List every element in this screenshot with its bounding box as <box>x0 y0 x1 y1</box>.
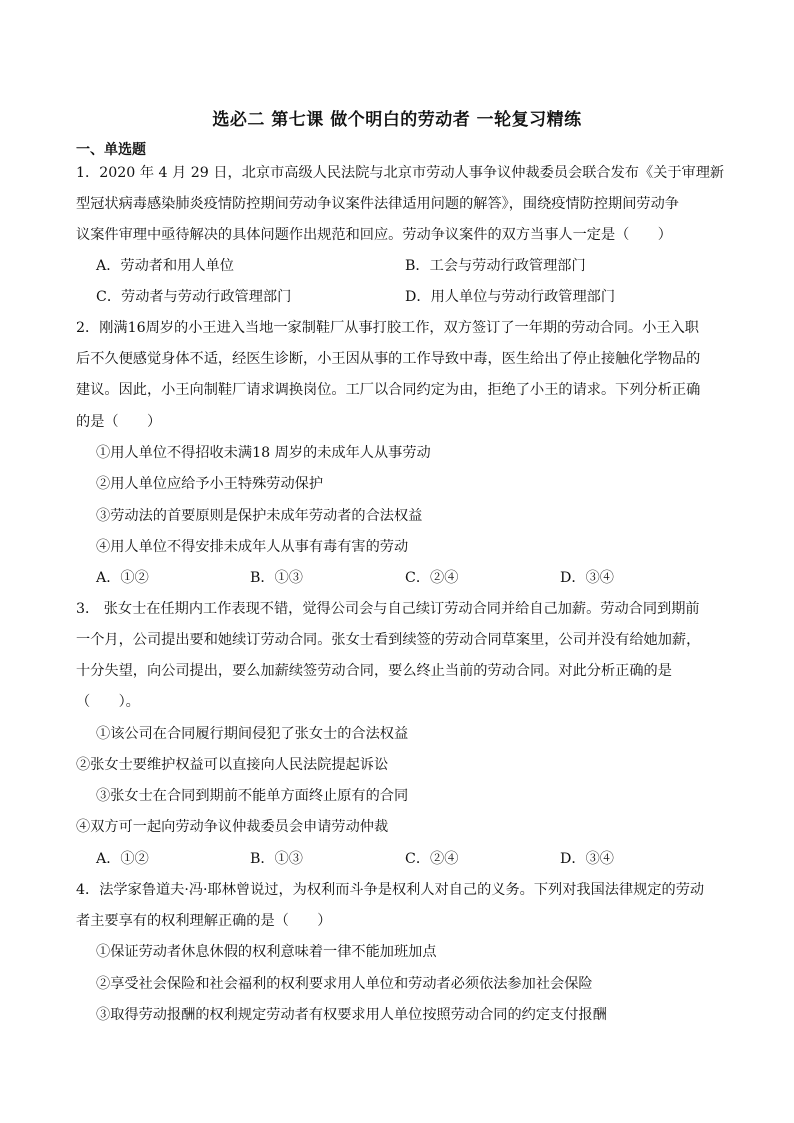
question-text-line: 3． 张女士在任期内工作表现不错，觉得公司会与自己续订劳动合同并给自己加薪。劳动合同到期前 <box>76 601 700 617</box>
statement-item: ①用人单位不得招收未满18 周岁的未成年人从事劳动 <box>96 445 431 461</box>
statement-item: ③张女士在合同到期前不能单方面终止原有的合同 <box>96 788 409 804</box>
question-text-line: 的是（ ） <box>76 414 162 430</box>
question-text-line: 4．法学家鲁道夫·冯·耶林曾说过，为权利而斗争是权利人对自己的义务。下列对我国法律规定的劳动 <box>76 882 705 898</box>
question-text-line: 型冠状病毒感染肺炎疫情防控期间劳动争议案件法律适用问题的解答》，围绕疫情防控期间劳动争 <box>76 196 679 212</box>
question-text-line: 十分失望，向公司提出，要么加薪续签劳动合同，要么终止当前的劳动合同。对此分析正确的是 <box>76 663 672 679</box>
option-d: D．③④ <box>560 851 614 867</box>
question-text-line: 议案件审理中亟待解决的具体问题作出规范和回应。劳动争议案件的双方当事人一定是（ ） <box>76 227 672 243</box>
section-heading: 一、单选题 <box>76 142 146 158</box>
statement-item: ②张女士要维护权益可以直接向人民法院提起诉讼 <box>76 757 389 773</box>
option-c: C．劳动者与劳动行政管理部门 <box>96 289 292 305</box>
question-text-line: 1．2020 年 4 月 29 日，北京市高级人民法院与北京市劳动人事争议仲裁委员会联合发布《关于审理新 <box>76 165 725 181</box>
option-d: D．③④ <box>560 570 614 586</box>
statement-item: ④双方可一起向劳动争议仲裁委员会申请劳动仲裁 <box>76 819 389 835</box>
option-d: D．用人单位与劳动行政管理部门 <box>405 289 616 305</box>
option-c: C．②④ <box>405 851 459 867</box>
statement-item: ③取得劳动报酬的权利规定劳动者有权要求用人单位按照劳动合同的约定支付报酬 <box>96 1007 607 1023</box>
option-a: A．①② <box>96 570 149 586</box>
option-c: C．②④ <box>405 570 459 586</box>
statement-item: ①保证劳动者休息休假的权利意味着一律不能加班加点 <box>96 944 437 960</box>
statement-item: ③劳动法的首要原则是保护未成年劳动者的合法权益 <box>96 508 423 524</box>
question-text-line: 后不久便感觉身体不适，经医生诊断，小王因从事的工作导致中毒，医生给出了停止接触化学物品的 <box>76 351 701 367</box>
option-b: B．工会与劳动行政管理部门 <box>405 258 586 274</box>
option-b: B．①③ <box>250 570 303 586</box>
question-text-line: 建议。因此，小王向制鞋厂请求调换岗位。工厂以合同约定为由，拒绝了小王的请求。下列分析正确 <box>76 382 701 398</box>
question-text-line: 者主要享有的权利理解正确的是（ ） <box>76 913 332 929</box>
question-text-line: 一个月，公司提出要和她续订劳动合同。张女士看到续签的劳动合同草案里，公司并没有给她加薪， <box>76 632 701 648</box>
option-b: B．①③ <box>250 851 303 867</box>
statement-item: ②享受社会保险和社会福利的权利要求用人单位和劳动者必须依法参加社会保险 <box>96 976 593 992</box>
statement-item: ④用人单位不得安排未成年人从事有毒有害的劳动 <box>96 539 409 555</box>
page-title: 选必二 第七课 做个明白的劳动者 一轮复习精练 <box>212 110 582 130</box>
question-text-line: （ ）。 <box>76 694 140 710</box>
statement-item: ②用人单位应给予小王特殊劳动保护 <box>96 476 324 492</box>
option-a: A．劳动者和用人单位 <box>96 258 234 274</box>
question-text-line: 2．刚满16周岁的小王进入当地一家制鞋厂从事打胶工作，双方签订了一年期的劳动合同。小王入职 <box>76 320 699 336</box>
statement-item: ①该公司在合同履行期间侵犯了张女士的合法权益 <box>96 726 409 742</box>
option-a: A．①② <box>96 851 149 867</box>
